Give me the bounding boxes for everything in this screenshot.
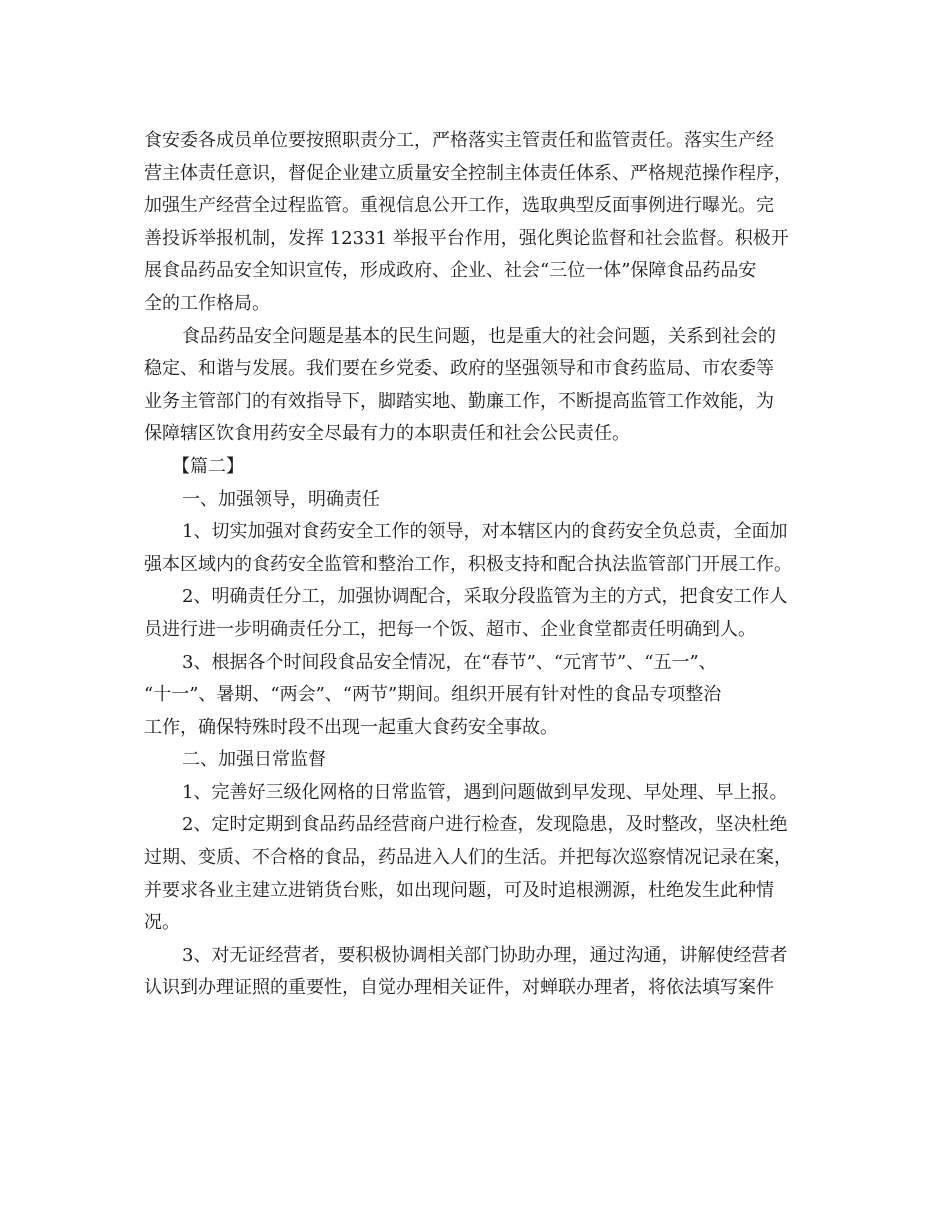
text-line: 业务主管部门的有效指导下，脚踏实地、勤廉工作，不断提高监管工作效能，为 bbox=[144, 390, 774, 412]
text-line: 稳定、和谐与发展。我们要在乡党委、政府的坚强领导和市食药监局、市农委等 bbox=[144, 358, 774, 380]
document-body bbox=[144, 125, 809, 1005]
text-line: 二、加强日常监督 bbox=[182, 749, 326, 771]
text-line: 保障辖区饮食用药安全尽最有力的本职责任和社会公民责任。 bbox=[144, 423, 630, 445]
text-line: 善投诉举报机制，发挥 12331 举报平台作用，强化舆论监督和社会监督。积极开 bbox=[144, 227, 789, 249]
text-line: 过期、变质、不合格的食品，药品进入人们的生活。并把每次巡察情况记录在案， bbox=[144, 847, 792, 869]
text-line: 展食品药品安全知识宣传，形成政府、企业、社会“三位一体”保障食品药品安 bbox=[144, 260, 757, 282]
text-line: 一、加强领导，明确责任 bbox=[182, 488, 380, 510]
text-line: 3、根据各个时间段食品安全情况，在“春节”、“元宵节”、“五一”、 bbox=[182, 651, 717, 673]
text-line: 1、完善好三级化网格的日常监管，遇到问题做到早发现、早处理、早上报。 bbox=[182, 781, 788, 803]
text-line: 强本区域内的食药安全监管和整治工作，积极支持和配合执法监管部门开展工作。 bbox=[144, 553, 792, 575]
text-line: 1、切实加强对食药安全工作的领导，对本辖区内的食药安全负总责，全面加 bbox=[182, 521, 788, 543]
text-line: 营主体责任意识，督促企业建立质量安全控制主体责任体系、严格规范操作程序， bbox=[144, 162, 792, 184]
text-line: 员进行进一步明确责任分工，把每一个饭、超市、企业食堂都责任明确到人。 bbox=[144, 618, 756, 640]
text-line: 工作，确保特殊时段不出现一起重大食药安全事故。 bbox=[144, 716, 558, 738]
text-line: “十一”、暑期、“两会”、“两节”期间。组织开展有针对性的食品专项整治 bbox=[144, 684, 722, 706]
text-line: 并要求各业主建立进销货台账，如出现问题，可及时追根溯源，杜绝发生此种情 bbox=[144, 879, 774, 901]
text-line: 加强生产经营全过程监管。重视信息公开工作，选取典型反面事例进行曝光。完 bbox=[144, 195, 774, 217]
text-line: 2、定时定期到食品药品经营商户进行检查，发现隐患，及时整改，坚决杜绝 bbox=[182, 814, 788, 836]
text-line: 况。 bbox=[144, 912, 180, 934]
text-line: 3、对无证经营者，要积极协调相关部门协助办理，通过沟通，讲解使经营者 bbox=[182, 944, 788, 966]
text-line: 全的工作格局。 bbox=[144, 292, 270, 314]
text-line: 认识到办理证照的重要性，自觉办理相关证件，对蝉联办理者，将依法填写案件 bbox=[144, 977, 774, 999]
section-heading: 【篇二】 bbox=[172, 455, 244, 477]
text-line: 2、明确责任分工，加强协调配合，采取分段监管为主的方式，把食安工作人 bbox=[182, 586, 788, 608]
text-line: 食品药品安全问题是基本的民生问题，也是重大的社会问题，关系到社会的 bbox=[182, 325, 776, 347]
text-line: 食安委各成员单位要按照职责分工，严格落实主管责任和监管责任。落实生产经 bbox=[144, 130, 774, 151]
